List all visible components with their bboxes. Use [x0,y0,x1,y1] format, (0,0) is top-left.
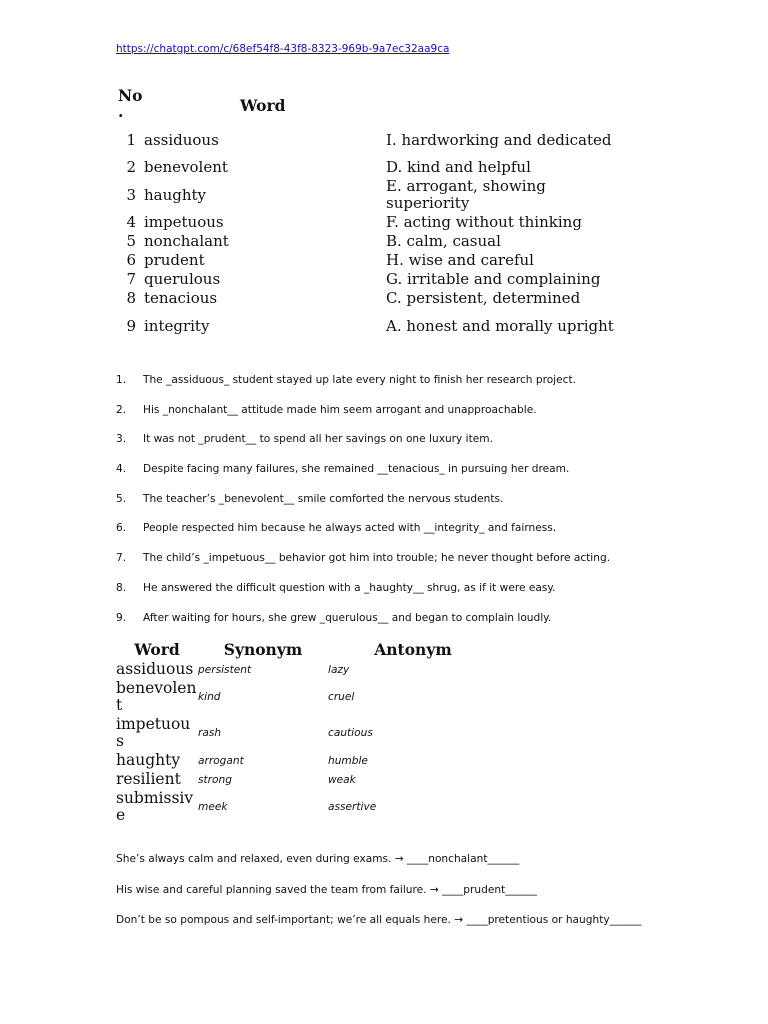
item-text: The teacher’s _benevolent__ smile comforted the nervous students. [143,492,504,505]
list-item [116,404,610,434]
list-item [116,374,610,404]
item-text: Despite facing many failures, she remained __tenacious_ in pursuing her dream. [143,463,570,476]
table-row [116,122,656,158]
cell-synonym: persistent [198,663,252,676]
item-text: His _nonchalant__ attitude made him seem arrogant and unapproachable. [143,403,537,416]
table-row [116,308,656,344]
list-item [116,522,610,552]
answer-line: She’s always calm and relaxed, even during exams. → ____nonchalant______ [116,853,520,865]
row-number: 6 [126,251,136,269]
item-number: 9. [116,611,127,624]
cell-word: haughty [116,751,181,769]
table-row [116,158,656,177]
row-number: 7 [126,270,136,288]
list-item [116,612,610,642]
row-meaning: C. persistent, determined [386,289,581,307]
item-text: After waiting for hours, she grew _querulous__ and began to complain loudly. [143,611,552,624]
answer-line: Don’t be so pompous and self-important; we’re all equals here. → ____pretentious or haughty______ [116,914,642,926]
row-word: prudent [144,251,205,269]
row-meaning: F. acting without thinking [386,213,582,231]
row-number: 9 [126,316,136,335]
row-meaning: B. calm, casual [386,232,501,250]
list-item [116,552,610,582]
table-row [116,679,488,715]
row-meaning: G. irritable and complaining [386,270,601,288]
table-row [116,770,488,789]
table-row [116,251,656,270]
row-number: 3 [126,185,136,204]
cell-synonym: rash [198,727,222,739]
header-antonym: Antonym [374,640,452,659]
row-word: integrity [144,316,210,335]
table-row [116,789,488,825]
header-word: Word [240,96,286,115]
item-text: The _assiduous_ student stayed up late every night to finish her research project. [143,374,576,386]
cell-antonym: assertive [328,801,377,813]
table-row [116,270,656,289]
answer-line: His wise and careful planning saved the team from failure. → ____prudent______ [116,883,537,896]
row-word: nonchalant [144,232,229,250]
synonym-antonym-table [116,640,488,825]
header-synonym: Synonym [223,640,303,659]
item-text: People respected him because he always acted with __integrity_ and fairness. [143,522,557,535]
cell-antonym: cautious [328,727,373,739]
row-number: 4 [126,213,136,231]
cell-word: submissive [116,789,194,824]
table-header [116,640,488,660]
table-row [116,177,656,213]
list-item [116,433,610,463]
cell-synonym: arrogant [198,754,244,767]
item-number: 6. [116,522,127,535]
cell-synonym: kind [198,691,221,703]
cell-antonym: weak [328,773,356,786]
sentence-list [116,374,610,641]
cell-synonym: strong [198,773,232,786]
fill-in-answers [116,853,641,945]
table-row [116,751,488,770]
cell-antonym: lazy [328,663,350,676]
cell-synonym: meek [198,801,228,813]
header-word: Word [134,640,180,659]
table-header [116,86,656,122]
row-meaning: D. kind and helpful [386,158,531,176]
row-number: 2 [126,158,136,176]
row-number: 1 [126,130,136,149]
item-number: 5. [116,492,127,505]
word-meaning-table [116,86,656,344]
row-meaning: E. arrogant, showing superiority [386,177,546,212]
chat-link[interactable]: https://chatgpt.com/c/68ef54f8-43f8-8323-969b-9a7ec32aa9ca [116,43,450,55]
cell-word: benevolent [116,679,197,714]
table-row [116,289,656,308]
row-number: 8 [126,289,136,307]
row-word: haughty [144,185,207,204]
cell-antonym: cruel [328,691,355,703]
item-number: 2. [116,403,127,416]
header-no: No . [118,86,143,121]
list-item [116,463,610,493]
list-item [116,493,610,523]
table-row [116,715,488,751]
list-item [116,582,610,612]
item-number: 3. [116,433,127,446]
row-number: 5 [126,232,136,250]
row-word: benevolent [144,158,228,176]
cell-antonym: humble [328,754,368,767]
item-number: 1. [116,374,127,386]
row-word: tenacious [144,289,218,307]
row-meaning: H. wise and careful [386,251,534,269]
table-row [116,213,656,232]
cell-word: resilient [116,770,181,788]
table-row [116,660,488,679]
cell-word: impetuous [116,715,191,750]
cell-word: assiduous [116,660,194,678]
row-meaning: A. honest and morally upright [386,316,614,335]
item-number: 7. [116,552,127,565]
item-text: It was not _prudent__ to spend all her savings on one luxury item. [143,433,493,446]
item-text: He answered the difficult question with a _haughty__ shrug, as if it were easy. [143,581,556,594]
row-word: assiduous [144,130,219,149]
item-text: The child’s _impetuous__ behavior got him into trouble; he never thought before acting. [143,552,611,565]
table-row [116,232,656,251]
item-number: 4. [116,463,127,476]
row-word: impetuous [144,213,224,231]
item-number: 8. [116,581,127,594]
row-meaning: I. hardworking and dedicated [386,130,612,149]
row-word: querulous [144,270,221,288]
